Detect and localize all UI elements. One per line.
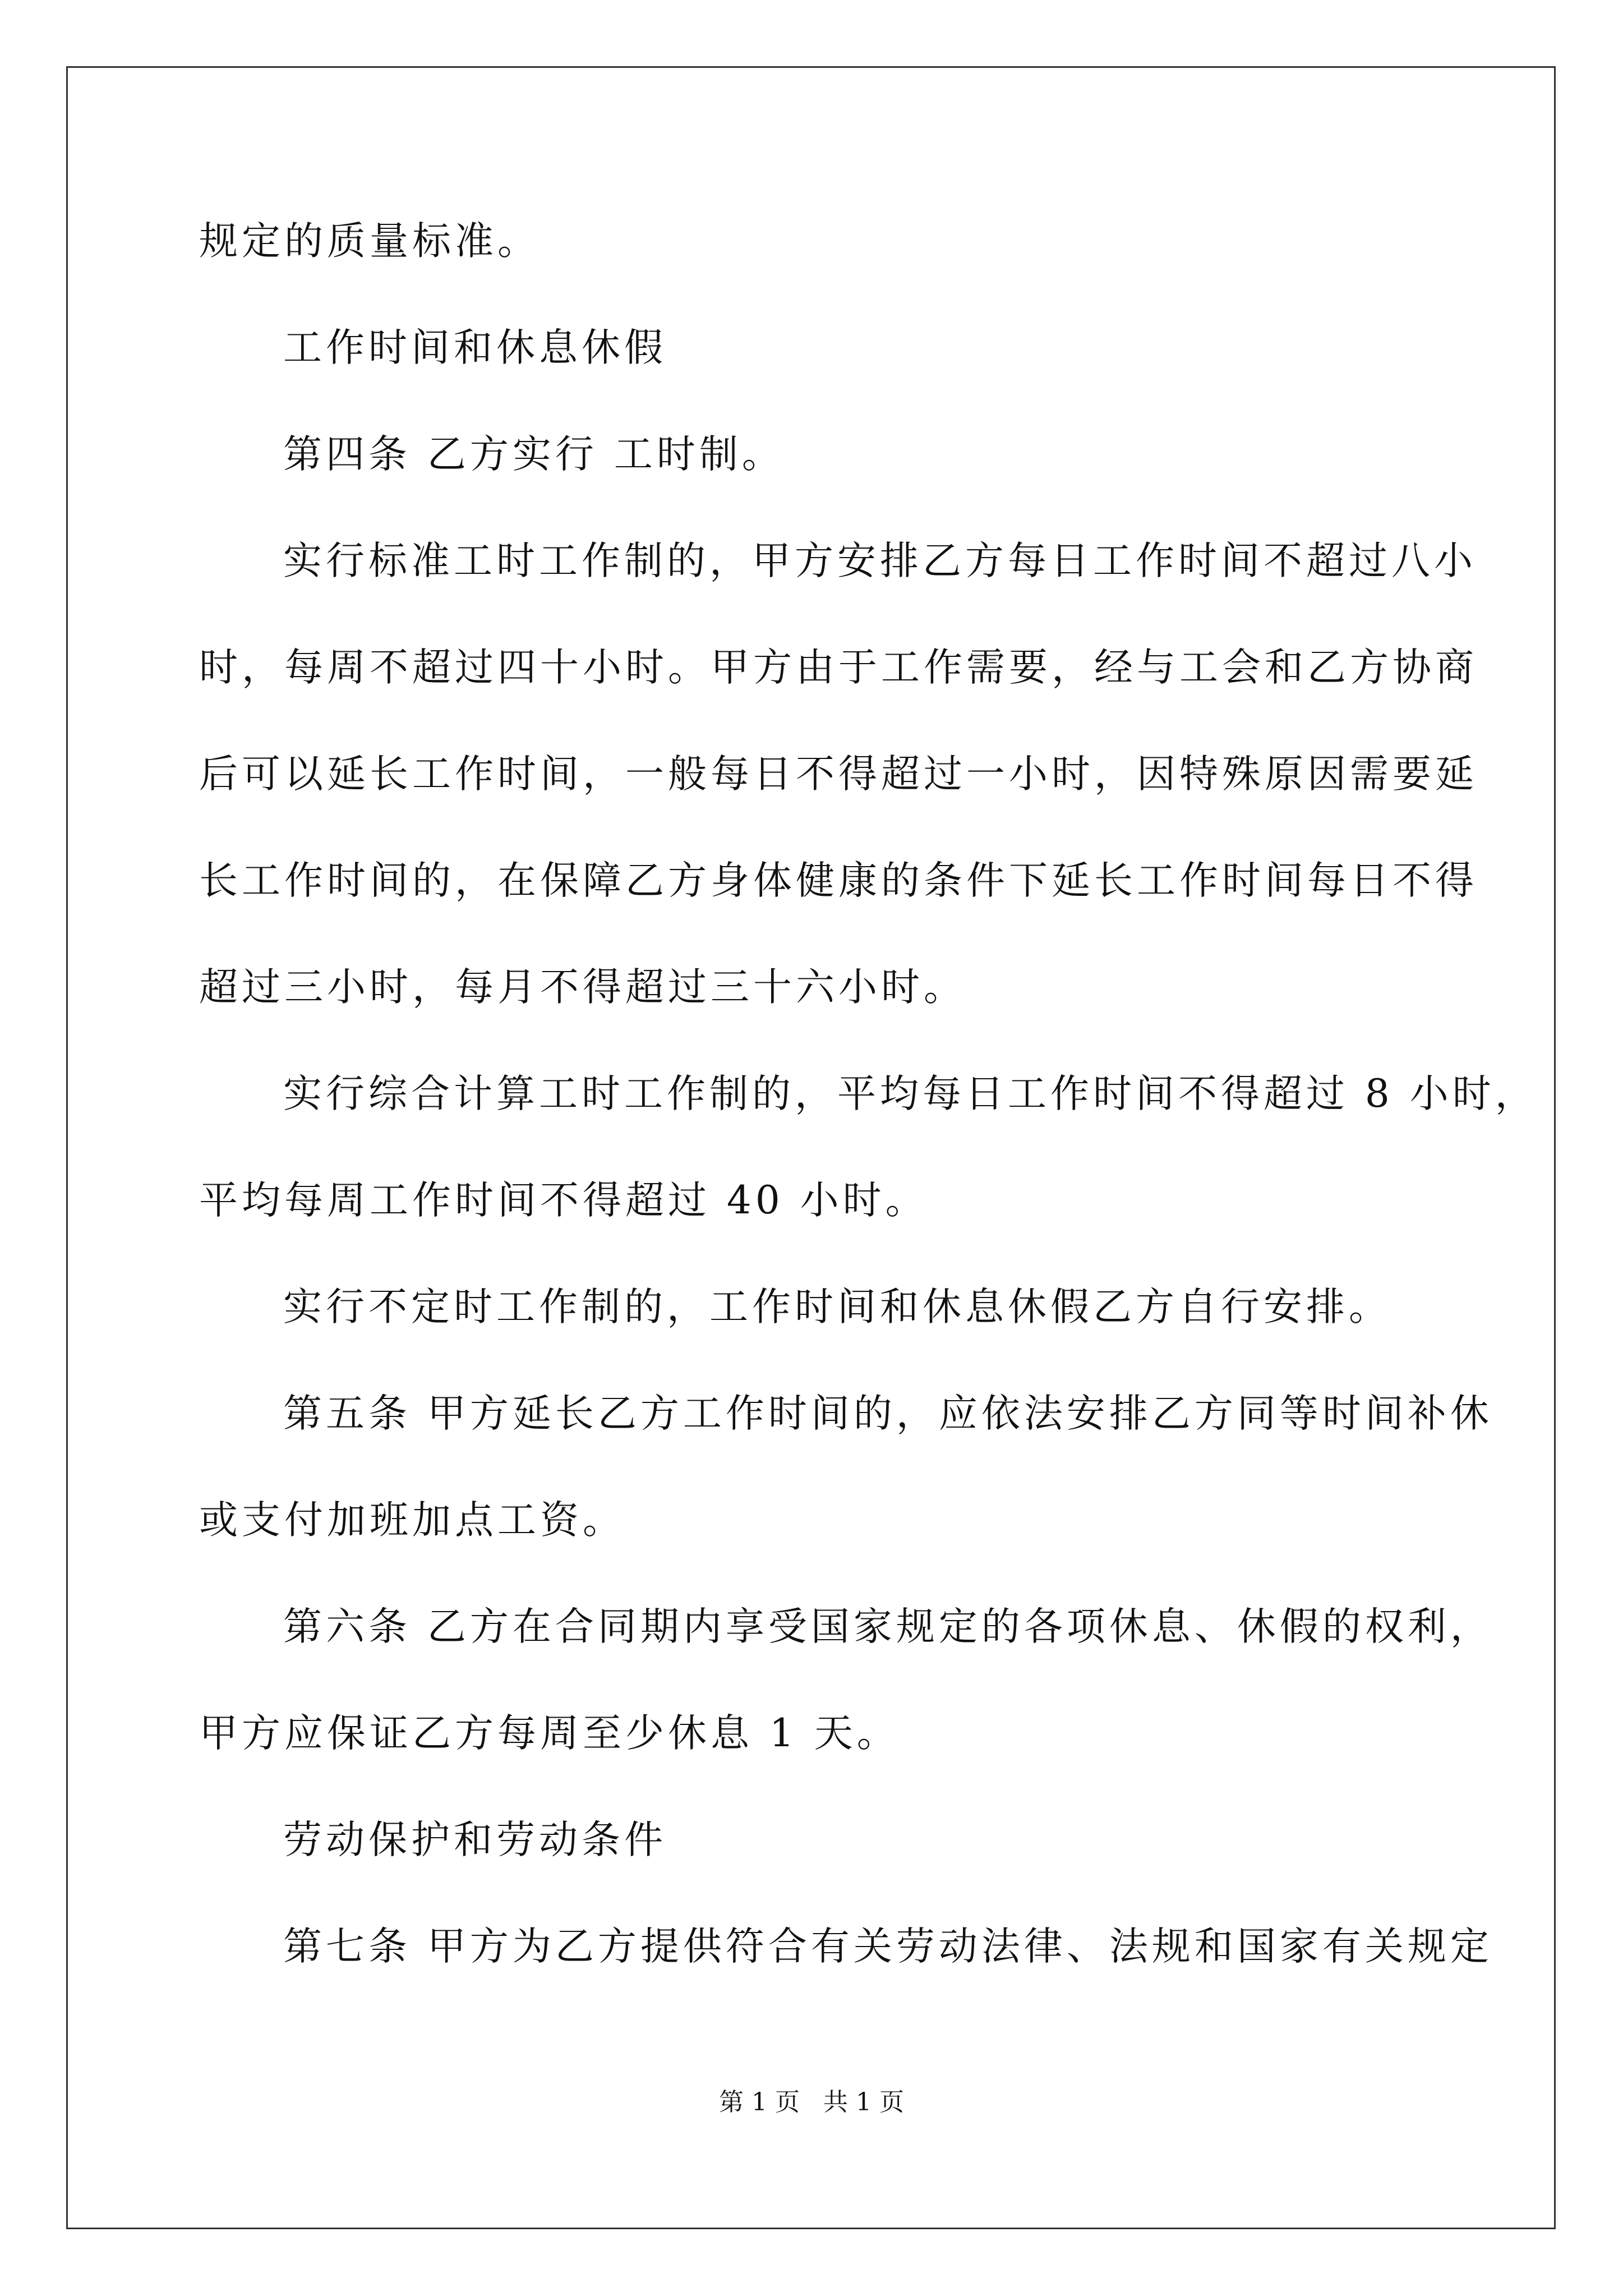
section-heading: 工作时间和休息休假 bbox=[283, 325, 667, 370]
text-line: 实行标准工时工作制的，甲方安排乙方每日工作时间不超过八小 bbox=[283, 539, 1477, 583]
text-line: 规定的质量标准。 bbox=[199, 219, 540, 264]
text-line: 后可以延长工作时间，一般每日不得超过一小时，因特殊原因需要延 bbox=[199, 752, 1478, 797]
text-line: 超过三小时，每月不得超过三十六小时。 bbox=[199, 965, 966, 1010]
text-line: 或支付加班加点工资。 bbox=[199, 1498, 625, 1543]
section-heading: 劳动保护和劳动条件 bbox=[283, 1818, 667, 1862]
page-border bbox=[66, 66, 1556, 2229]
text-line: 实行综合计算工时工作制的，平均每日工作时间不得超过 8 小时， bbox=[283, 1071, 1538, 1116]
article-line: 第六条 乙方在合同期内享受国家规定的各项休息、休假的权利， bbox=[283, 1604, 1493, 1649]
text-line: 实行不定时工作制的，工作时间和休息休假乙方自行安排。 bbox=[283, 1285, 1391, 1329]
article-line: 第五条 甲方延长乙方工作时间的，应依法安排乙方同等时间补休 bbox=[283, 1391, 1493, 1436]
text-line: 长工作时间的，在保障乙方身体健康的条件下延长工作时间每日不得 bbox=[199, 858, 1478, 903]
article-line: 第七条 甲方为乙方提供符合有关劳动法律、法规和国家有关规定 bbox=[283, 1924, 1493, 1969]
text-line: 平均每周工作时间不得超过 40 小时。 bbox=[199, 1178, 928, 1223]
article-line: 第四条 乙方实行 工时制。 bbox=[283, 432, 785, 477]
text-line: 时，每周不超过四十小时。甲方由于工作需要，经与工会和乙方协商 bbox=[199, 645, 1478, 690]
page-number-footer: 第 1 页 共 1 页 bbox=[719, 2088, 904, 2116]
text-line: 甲方应保证乙方每周至少休息 1 天。 bbox=[199, 1711, 900, 1756]
